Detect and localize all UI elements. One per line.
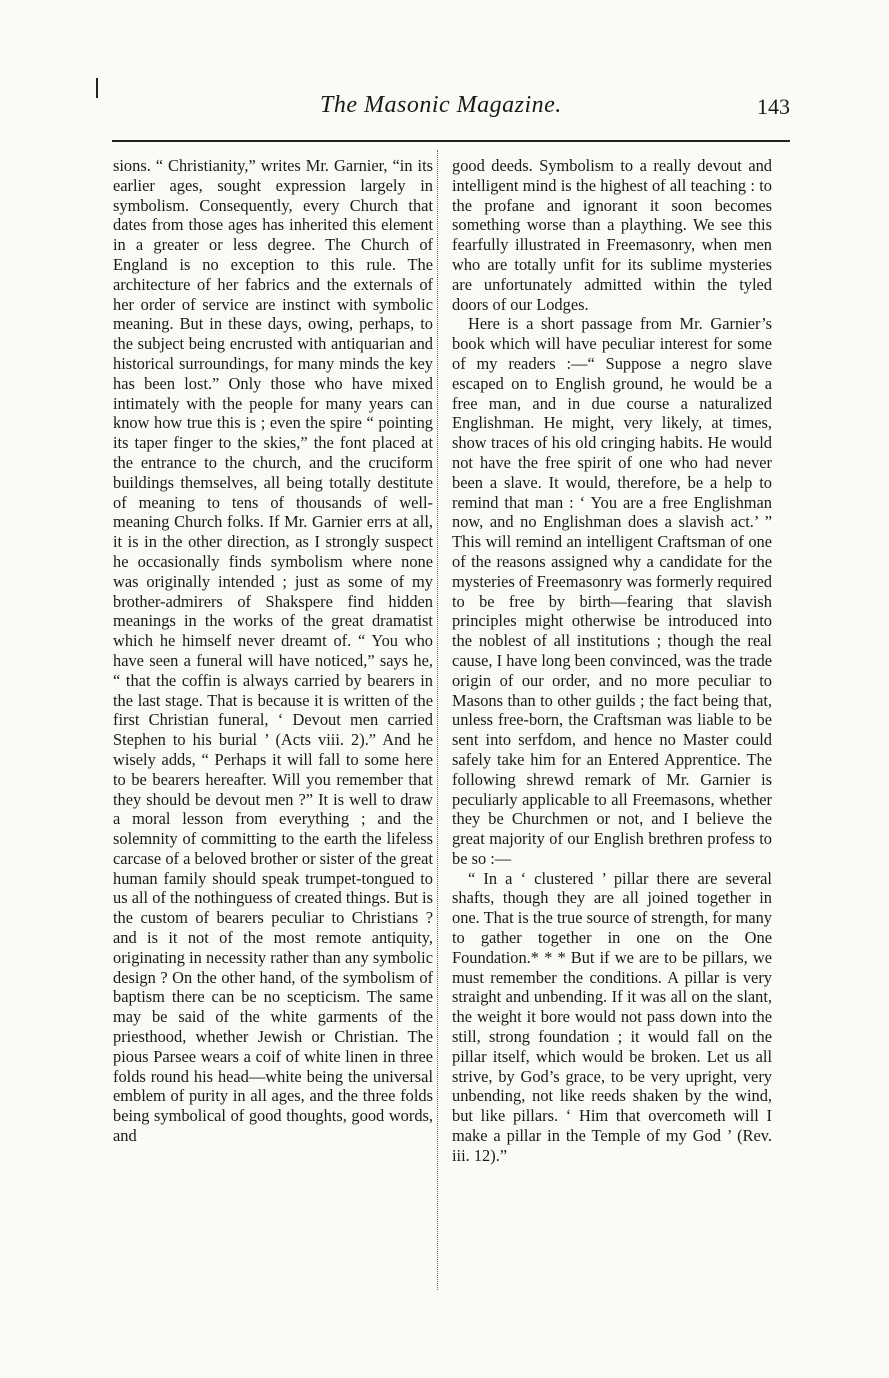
column-divider bbox=[437, 150, 438, 1290]
margin-mark bbox=[96, 78, 98, 98]
left-column bbox=[113, 156, 433, 1146]
page-header bbox=[110, 92, 790, 132]
right-column bbox=[452, 156, 772, 1166]
paragraph: good deeds. Symbolism to a really devout and intelligent mind is the highest of all teaching : to the profane and ignorant it soon becomes something worse than a plaything. We see this fearfully illustrated in Freemasonry, when men who are totally unfit for its sublime mysteries are unfortunately admitted within the tyled doors of our Lodges. bbox=[452, 156, 772, 314]
header-rule bbox=[112, 140, 790, 142]
paragraph: Here is a short passage from Mr. Garnier’s book which will have peculiar interest for some of my readers :—“ Suppose a negro slave escaped on to English ground, he would be a free man, and in due course a naturalized Englishman. He might, very likely, at times, show traces of his old cringing habits. He would not have the free spirit of one who had never been a slave. It would, therefore, be a help to remind that man : ‘ You are a free Englishman now, and no Englishman does a slavish act.’ ” This will remind an intelligent Craftsman of one of the reasons assigned why a candidate for the mysteries of Freemasonry was formerly required to be free by birth—fearing that slavish principles might otherwise be introduced into the noblest of all institutions ; though the real cause, I have long been convinced, was the trade origin of our order, and no more peculiar to Masons than to other guilds ; the fact being that, unless free-born, the Craftsman was liable to be sent into serfdom, and hence no Master could safely take him for an Entered Apprentice. The following shrewd remark of Mr. Garnier is peculiarly applicable to all Freemasons, whether they be Churchmen or not, and I believe the great majority of our English brethren profess to be so :— bbox=[452, 314, 772, 868]
running-title: The Masonic Magazine. bbox=[320, 92, 562, 118]
paragraph: sions. “ Christianity,” writes Mr. Garnier, “in its earlier ages, sought expression largely in symbolism. Consequently, every Church that dates from those ages has inherited this element in a greater or less degree. The Church of England is no exception to this rule. The architecture of her fabrics and the externals of her order of service are instinct with symbolic meaning. But in these days, owing, perhaps, to the subject being encrusted with antiquarian and historical surroundings, for many minds the key has been lost.” Only those who have mixed intimately with the people for many years can know how true this is ; even the spire “ pointing its taper finger to the skies,” the font placed at the entrance to the church, and the cruciform buildings themselves, all being totally destitute of meaning to tens of thousands of well-meaning Church folks. If Mr. Garnier errs at all, it is in the other direction, as I strongly suspect he occasionally finds symbolism where none was originally intended ; just as some of my brother-admirers of Shakspere find hidden meanings in the works of the great dramatist which he himself never dreamt of. “ You who have seen a funeral will have noticed,” says he, “ that the coffin is always carried by bearers in the last stage. That is because it is written of the first Christian funeral, ‘ Devout men carried Stephen to his burial ’ (Acts viii. 2).” And he wisely adds, “ Perhaps it will fall to some here to be bearers hereafter. Will you remember that they should be devout men ?” It is well to draw a moral lesson from everything ; and the solemnity of committing to the earth the lifeless carcase of a beloved brother or sister of the great human family should speak trumpet-tongued to us all of the nothinguess of created things. But is the custom of bearers peculiar to Christians ? and is it not of the most remote antiquity, originating in necessity rather than any symbolic design ? On the other hand, of the symbolism of baptism there can be no scepticism. The same may be said of the white garments of the priesthood, whether Jewish or Christian. The pious Parsee wears a coif of white linen in three folds round his head—white being the universal emblem of purity in all ages, and the three folds being symbolical of good thoughts, good words, and bbox=[113, 156, 433, 1146]
page-number: 143 bbox=[757, 94, 790, 119]
paragraph: “ In a ‘ clustered ’ pillar there are several shafts, though they are all joined together in one. That is the true source of strength, for many to gather together in one on the One Foundation.* * * But if we are to be pillars, we must remember the conditions. A pillar is very straight and unbending. If it was all on the slant, the weight it bore would not pass down into the still, strong foundation ; it would fall on the pillar itself, which would be broken. Let us all strive, by God’s grace, to be very upright, very unbending, not like reeds shaken by the wind, but like pillars. ‘ Him that overcometh will I make a pillar in the Temple of my God ’ (Rev. iii. 12).” bbox=[452, 868, 772, 1165]
